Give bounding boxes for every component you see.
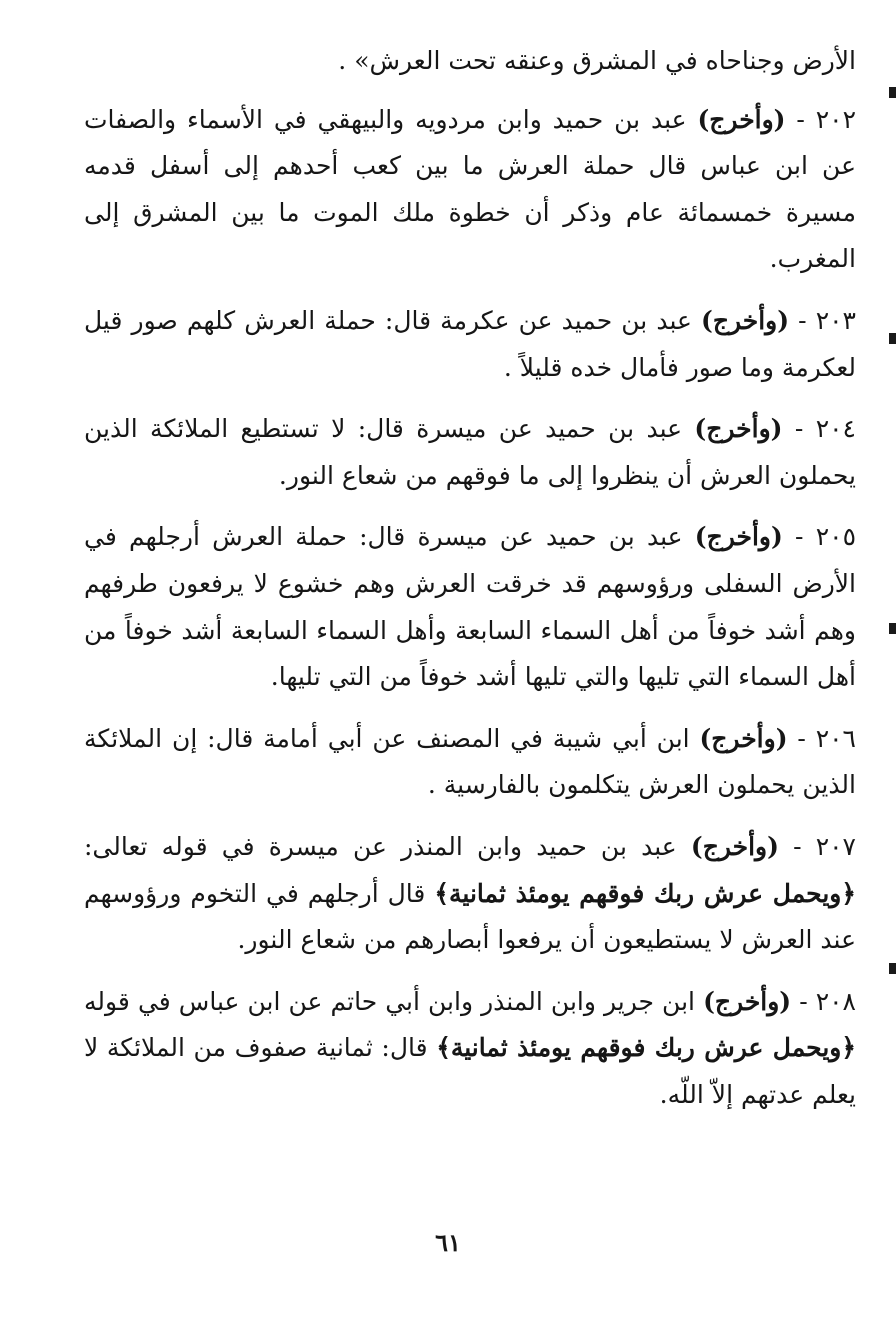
margin-mark [889,87,896,98]
entry-keyword: (وأخرج) [690,831,779,861]
paragraph-text: ابن جرير وابن المنذر وابن أبي حاتم عن ابن عباس في قوله [84,986,695,1016]
margin-mark [889,333,896,344]
entry-number: ٢٠٢ [815,104,857,134]
entry-keyword: (وأخرج) [703,986,792,1016]
paragraph-208: ٢٠٨ - (وأخرج) ابن جرير وابن المنذر وابن أبي حاتم عن ابن عباس في قوله ﴿ويحمل عرش ربك فوقهم يومئذ ثمانية﴾ قال: ثمانية صفوف من الملائكة لا يعلم عدتهم إلاّ اللّه. [84,986,856,1109]
quran-verse: ﴿ويحمل عرش ربك فوقهم يومئذ ثمانية﴾ [436,1033,856,1063]
entry-keyword: (وأخرج) [694,414,783,444]
page-number: ٦١ [435,1228,461,1257]
paragraph-206: ٢٠٦ - (وأخرج) ابن أبي شيبة في المصنف عن أبي أمامة قال: إن الملائكة الذين يحملون العرش يتكلمون بالفارسية . [84,723,856,800]
entry-keyword: (وأخرج) [697,104,786,134]
entry-keyword: (وأخرج) [699,723,788,753]
paragraph-205: ٢٠٥ - (وأخرج) عبد بن حميد عن ميسرة قال: حملة العرش أرجلهم في الأرض السفلى ورؤوسهم قد خرقت العرش وهم خشوع لا يرفعون طرفهم وهم أشد خوفاً من أهل السماء السابعة وأهل السماء السابعة أشد خوفاً من أهل السماء التي تليها والتي تليها أشد خوفاً من التي تليها. [84,522,857,692]
entry-keyword: (وأخرج) [694,522,783,552]
paragraph-continued [84,38,856,85]
paragraph-202: ٢٠٢ - (وأخرج) عبد بن حميد وابن مردويه والبيهقي في الأسماء والصفات عن ابن عباس قال حملة العرش ما بين كعب أحدهم إلى أسفل قدمه مسيرة خمسمائة عام وذكر أن خطوة ملك الموت ما بين المشرق إلى المغرب. [84,104,857,274]
paragraph-text: عبد بن حميد عن عكرمة قال: حملة العرش كلهم صور قيل لعكرمة وما صور فأمال خده قليلاً . [84,305,856,382]
paragraph-204: ٢٠٤ - (وأخرج) عبد بن حميد عن ميسرة قال: لا تستطيع الملائكة الذين يحملون العرش أن ينظروا إلى ما فوقهم من شعاع النور. [84,414,856,490]
entry-number: ٢٠٨ [815,986,856,1016]
paragraph-text: الأرض وجناحاه في المشرق وعنقه تحت العرش» . [338,46,856,75]
paragraph-text: عبد بن حميد وابن المنذر عن ميسرة في قوله تعالى: [84,831,677,861]
paragraph-text: عبد بن حميد عن ميسرة قال: حملة العرش أرجلهم في الأرض السفلى ورؤوسهم قد خرقت العرش وهم خشوع لا يرفعون طرفهم وهم أشد خوفاً من أهل السماء السابعة وأهل السماء السابعة أشد خوفاً من أهل السماء التي تليها والتي تليها أشد خوفاً من التي تليها. [84,522,856,692]
entry-number: ٢٠٦ [815,723,856,753]
margin-mark [889,623,896,634]
paragraph-text: عبد بن حميد وابن مردويه والبيهقي في الأسماء والصفات عن ابن عباس قال حملة العرش ما بين كعب أحدهم إلى أسفل قدمه مسيرة خمسمائة عام وذكر أن خطوة ملك الموت ما بين المشرق إلى المغرب. [84,104,856,274]
paragraph-207: ٢٠٧ - (وأخرج) عبد بن حميد وابن المنذر عن ميسرة في قوله تعالى: ﴿ويحمل عرش ربك فوقهم يومئذ ثمانية﴾ قال أرجلهم في التخوم ورؤوسهم عند العرش لا يستطيعون أن يرفعوا أبصارهم من شعاع النور. [84,831,857,955]
paragraph-text: قال أرجلهم في التخوم ورؤوسهم عند العرش لا يستطيعون أن يرفعوا أبصارهم من شعاع النور. [84,878,856,955]
paragraph-text: ابن أبي شيبة في المصنف عن أبي أمامة قال: إن الملائكة الذين يحملون العرش يتكلمون بالفارسية . [84,723,856,800]
paragraph-text: عبد بن حميد عن ميسرة قال: لا تستطيع الملائكة الذين يحملون العرش أن ينظروا إلى ما فوقهم من شعاع النور. [84,414,856,490]
entry-number: ٢٠٣ [815,305,856,335]
entry-number: ٢٠٥ [815,522,857,552]
page-body [84,38,856,1133]
paragraph-text: قال: ثمانية صفوف من الملائكة لا يعلم عدتهم إلاّ اللّه. [84,1033,856,1109]
entry-number: ٢٠٧ [815,831,856,861]
paragraph-203: ٢٠٣ - (وأخرج) عبد بن حميد عن عكرمة قال: حملة العرش كلهم صور قيل لعكرمة وما صور فأمال خده قليلاً . [84,305,856,382]
entry-keyword: (وأخرج) [701,305,790,335]
margin-mark [889,963,896,974]
entry-number: ٢٠٤ [815,414,856,444]
quran-verse: ﴿ويحمل عرش ربك فوقهم يومئذ ثمانية﴾ [434,878,857,908]
